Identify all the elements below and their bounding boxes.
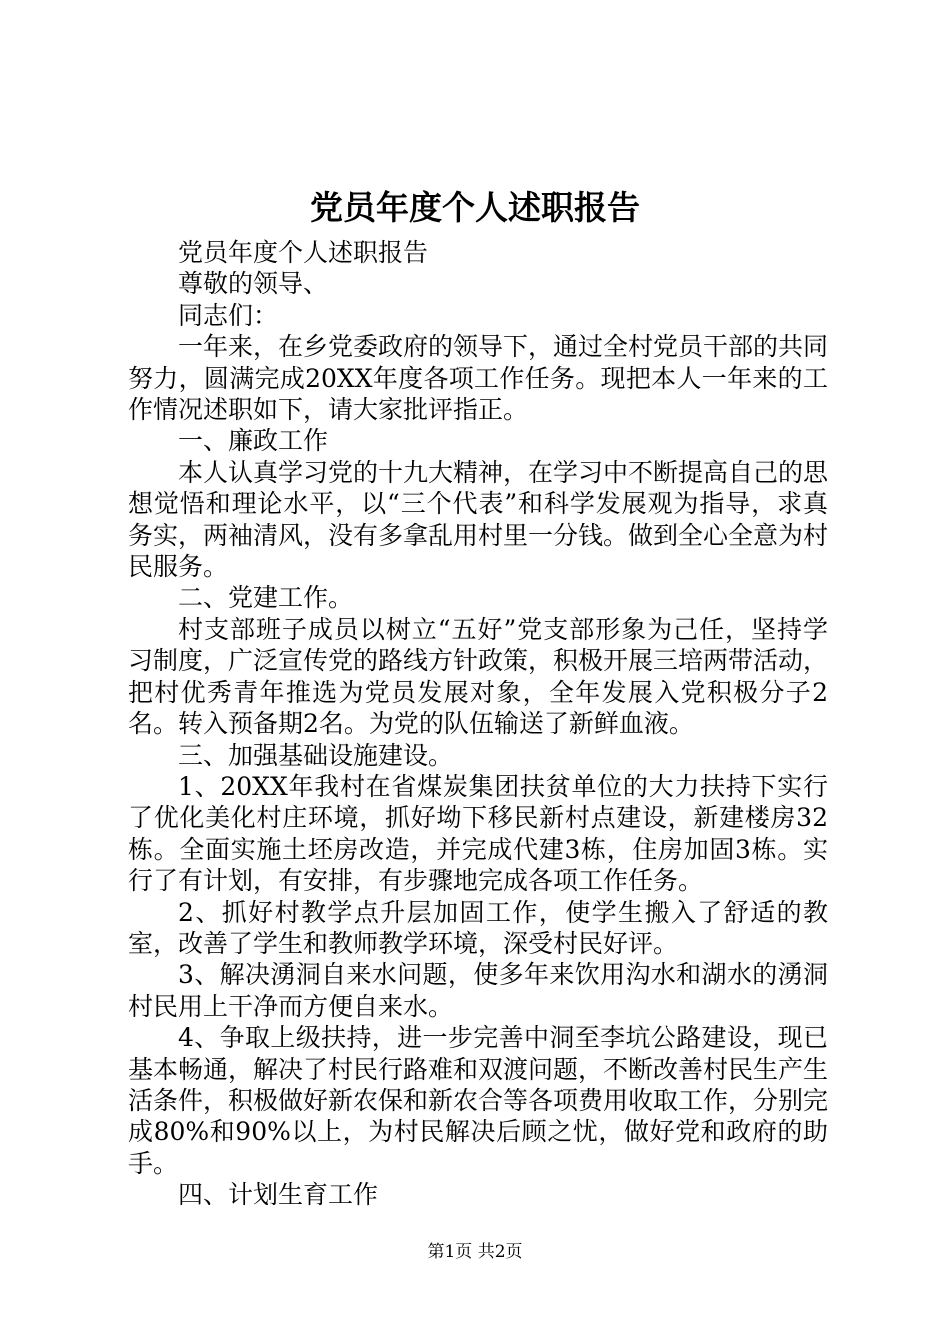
paragraph: 本人认真学习党的十九大精神，在学习中不断提高自己的思想觉悟和理论水平，以“三个代表”和科学发展观为指导，求真务实，两袖清风，没有多拿乱用村里一分钱。做到全心全意为村民服务。 bbox=[128, 457, 829, 582]
paragraph: 党员年度个人述职报告 bbox=[178, 238, 429, 267]
paragraph: 3、解决湧洞自来水问题，使多年来饮用沟水和湖水的湧洞村民用上干净而方便自来水。 bbox=[128, 960, 828, 1021]
section-heading: 二、党建工作。 bbox=[178, 583, 354, 613]
paragraph: 同志们： bbox=[178, 300, 279, 330]
paragraph: 一年来，在乡党委政府的领导下，通过全村党员干部的共同努力，圆满完成20XX年度各项工作任务。现把本人一年来的工作情况述职如下，请大家批评指正。 bbox=[128, 332, 829, 425]
paragraph: 1、20XX年我村在省煤炭集团扶贫单位的大力扶持下实行了优化美化村庄环境，抓好坳下移民新村点建设，新建楼房32栋。全面实施土坯房改造，并完成代建3栋，住房加固3栋。实行了有计划，有安排，有步骤地完成各项工作任务。 bbox=[128, 771, 828, 896]
document-body bbox=[128, 237, 828, 1211]
paragraph: 4、争取上级扶持，进一步完善中洞至李坑公路建设，现已基本畅通，解决了村民行路难和双渡问题，不断改善村民生产生活条件，积极做好新农保和新农合等各项费用收取工作，分别完成80%和90%以上，为村民解决后顾之忧，做好党和政府的助手。 bbox=[128, 1023, 829, 1178]
paragraph: 村支部班子成员以树立“五好”党支部形象为己任，坚持学习制度，广泛宣传党的路线方针政策，积极开展三培两带活动，把村优秀青年推选为党员发展对象，全年发展入党积极分子2名。转入预备期2名。为党的队伍输送了新鲜血液。 bbox=[128, 614, 829, 739]
section-heading: 三、加强基础设施建设。 bbox=[178, 740, 454, 770]
page-footer: 第1页 共2页 bbox=[427, 1242, 523, 1262]
section-heading: 四、计划生育工作 bbox=[178, 1180, 379, 1210]
paragraph: 2、抓好村教学点升层加固工作，使学生搬入了舒适的教室，改善了学生和教师教学环境，深受村民好评。 bbox=[128, 897, 828, 958]
paragraph: 尊敬的领导、 bbox=[178, 269, 329, 299]
document-title: 党员年度个人述职报告 bbox=[310, 188, 640, 227]
section-heading: 一、廉政工作 bbox=[178, 426, 329, 456]
